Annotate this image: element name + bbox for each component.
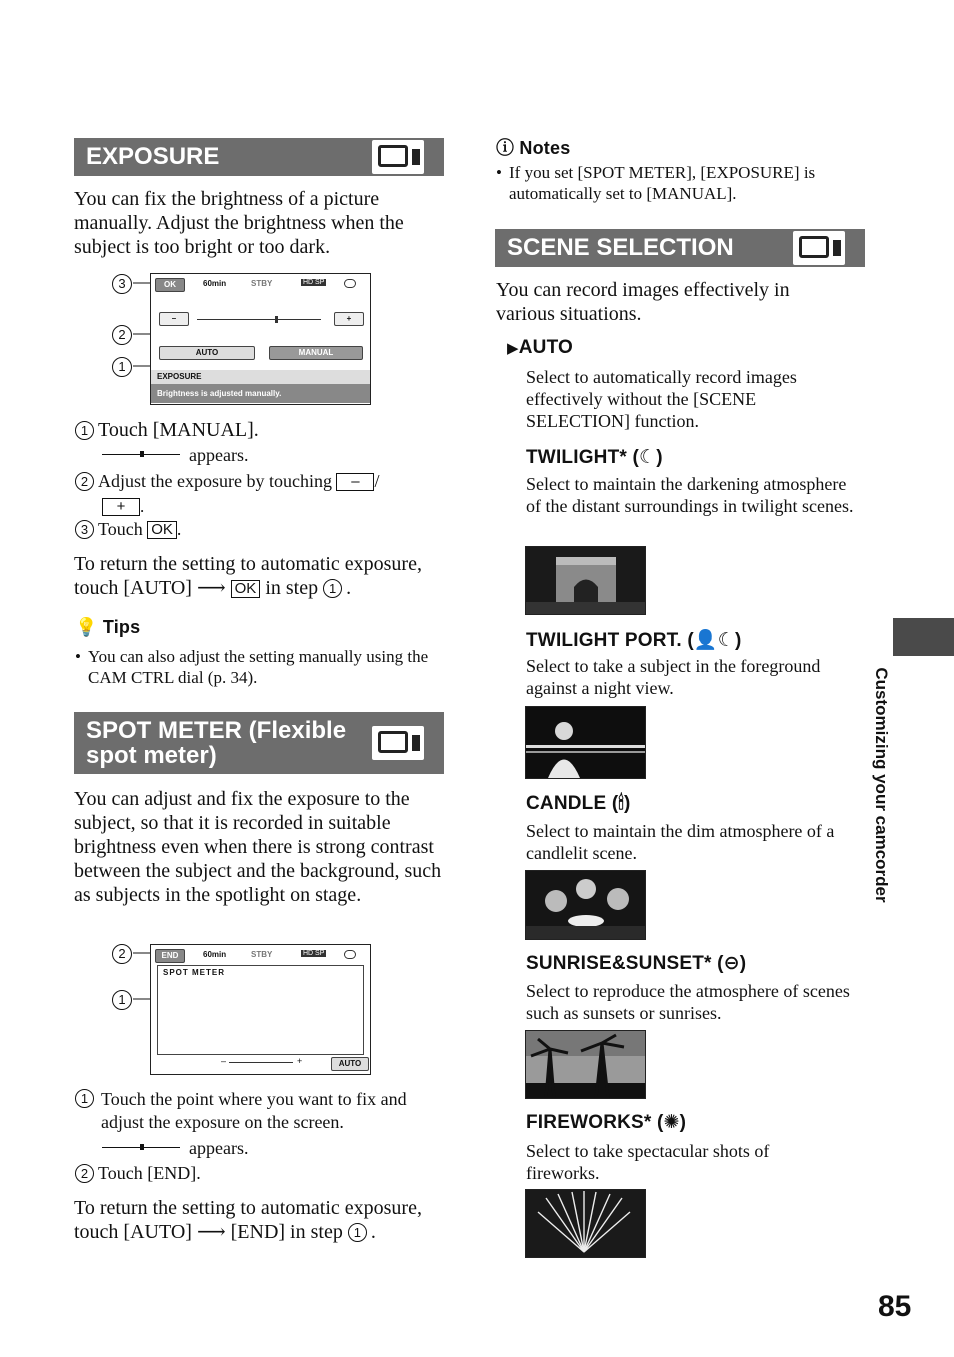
spot-meter-screen	[150, 944, 371, 1075]
notes-icon: ⓘ	[496, 138, 515, 158]
ok-key: OK	[231, 580, 261, 598]
spot-meter-title-1: SPOT METER (Flexible	[86, 717, 347, 744]
standby-status: STBY	[251, 950, 273, 959]
spot-meter-title-2: spot meter)	[86, 742, 217, 769]
slider-icon	[102, 451, 180, 457]
exposure-step-1-note: appears.	[102, 445, 248, 466]
tips-heading: 💡 Tips	[75, 617, 141, 637]
twilight-port-desc: Select to take a subject in the foreground against a night view.	[526, 656, 821, 698]
side-tab-label: Customizing your camcorder	[872, 667, 891, 903]
auto-desc: Select to automatically record images effectively without the [SCENE SELECTION] function.	[526, 367, 797, 431]
lightbulb-icon: 💡	[75, 617, 98, 637]
sunrise-photo	[525, 1030, 646, 1099]
exposure-screen	[150, 273, 371, 405]
exposure-slider[interactable]	[197, 319, 321, 320]
exposure-title: EXPOSURE	[86, 143, 220, 170]
sunset-icon: ⊖	[723, 953, 740, 974]
slider-handle[interactable]	[275, 316, 278, 323]
sunrise-desc: Select to reproduce the atmosphere of scenes such as sunsets or sunrises.	[526, 981, 850, 1023]
exposure-intro: You can fix the brightness of a picture manually. Adjust the brightness when the subject is too bright or too dark.	[74, 188, 404, 258]
fireworks-heading: FIREWORKS* (✺)	[526, 1112, 687, 1133]
candle-photo	[525, 870, 646, 940]
hd-badge: HD SP	[303, 279, 325, 286]
fireworks-icon: ✺	[663, 1112, 680, 1133]
screen-label: SPOT METER	[163, 968, 226, 977]
spot-return: To return the setting to automatic exposure, touch [AUTO] ⟶ [END] in step 1 .	[74, 1197, 422, 1243]
sunrise-heading: SUNRISE&SUNSET* (⊖)	[526, 953, 747, 974]
ok-button[interactable]: OK	[155, 278, 185, 292]
callout-2: 2	[112, 325, 132, 345]
twilight-desc: Select to maintain the darkening atmosphere of the distant surroundings in twilight scenes.	[526, 474, 854, 516]
spot-step-1: 1 Touch the point where you want to fix and adjust the exposure on the screen.	[75, 1088, 445, 1134]
candle-icon: 🕯	[618, 793, 624, 814]
tape-icon	[344, 279, 356, 288]
auto-button[interactable]: AUTO	[159, 346, 255, 360]
camcorder-icon	[793, 231, 845, 265]
minus-key: –	[336, 473, 374, 491]
camcorder-icon	[372, 726, 424, 760]
screen-message: Brightness is adjusted manually.	[151, 384, 370, 403]
auto-button[interactable]: AUTO	[331, 1057, 369, 1071]
callout-2: 2	[112, 944, 132, 964]
battery-indicator: 60min	[203, 950, 227, 959]
end-button[interactable]: END	[155, 949, 185, 963]
battery-indicator: 60min	[203, 279, 227, 288]
spot-step-2: 2 Touch [END].	[75, 1163, 201, 1184]
spot-slider[interactable]	[229, 1062, 293, 1063]
slider-plus: +	[297, 1056, 303, 1066]
arrow-right-icon: ⟶	[196, 577, 226, 599]
scene-intro: You can record images effectively in various situations.	[496, 279, 790, 325]
callout-1: 1	[112, 357, 132, 377]
hd-badge: HD SP	[303, 950, 325, 957]
callout-3: 3	[112, 274, 132, 294]
twilight-heading: TWILIGHT* (☾)	[526, 447, 663, 468]
manual-button[interactable]: MANUAL	[269, 346, 363, 360]
spot-meter-header	[74, 712, 444, 774]
portrait-moon-icon: 👤☾	[693, 630, 735, 651]
slider-minus: –	[221, 1056, 227, 1066]
moon-icon: ☾	[639, 447, 657, 468]
exposure-header	[74, 138, 444, 176]
candle-desc: Select to maintain the dim atmosphere of a candlelit scene.	[526, 821, 835, 863]
standby-status: STBY	[251, 279, 273, 288]
tape-icon	[344, 950, 356, 959]
screen-label: EXPOSURE	[151, 370, 370, 384]
fireworks-photo	[525, 1189, 646, 1258]
plus-button[interactable]: +	[334, 312, 364, 326]
touch-area[interactable]	[157, 965, 364, 1055]
tips-bullet: • You can also adjust the setting manually using the CAM CTRL dial (p. 34).	[75, 647, 429, 687]
spot-meter-intro: You can adjust and fix the exposure to the subject, so that it is recorded in suitable brightness even when there is strong contrast between the subject and the background, such as subjects in the spotlight on stage.	[74, 788, 442, 906]
scene-selection-header	[495, 229, 865, 267]
spot-step-1-note: appears.	[102, 1138, 248, 1159]
exposure-return: To return the setting to automatic exposure, touch [AUTO] ⟶ OK in step 1 .	[74, 553, 422, 599]
side-tab-marker	[893, 618, 954, 656]
twilight-port-heading: TWILIGHT PORT. (👤☾)	[526, 630, 742, 651]
arrow-right-icon: ⟶	[196, 1221, 226, 1243]
auto-heading: ▶AUTO	[507, 337, 574, 358]
twilight-photo	[525, 546, 646, 615]
plus-key: +	[102, 498, 140, 516]
callout-1: 1	[112, 990, 132, 1010]
notes-heading: ⓘ Notes	[496, 138, 571, 158]
exposure-step-2: 2 Adjust the exposure by touching – /	[75, 471, 445, 492]
fireworks-desc: Select to take spectacular shots of fireworks.	[526, 1141, 770, 1183]
exposure-step-2-plus: + .	[102, 496, 144, 517]
notes-bullet: • If you set [SPOT METER], [EXPOSURE] is automatically set to [MANUAL].	[496, 163, 816, 203]
twilight-port-photo	[525, 706, 646, 779]
ok-key: OK	[147, 521, 177, 539]
page-number: 85	[878, 1290, 912, 1323]
scene-selection-title: SCENE SELECTION	[507, 234, 734, 261]
candle-heading: CANDLE (🕯)	[526, 793, 631, 814]
slider-icon	[102, 1144, 180, 1150]
exposure-step-1: 1 Touch [MANUAL].	[75, 418, 445, 442]
exposure-step-3: 3 Touch OK .	[75, 519, 181, 540]
camcorder-icon	[372, 140, 424, 174]
default-marker-icon: ▶	[507, 340, 519, 357]
minus-button[interactable]: –	[159, 312, 189, 326]
